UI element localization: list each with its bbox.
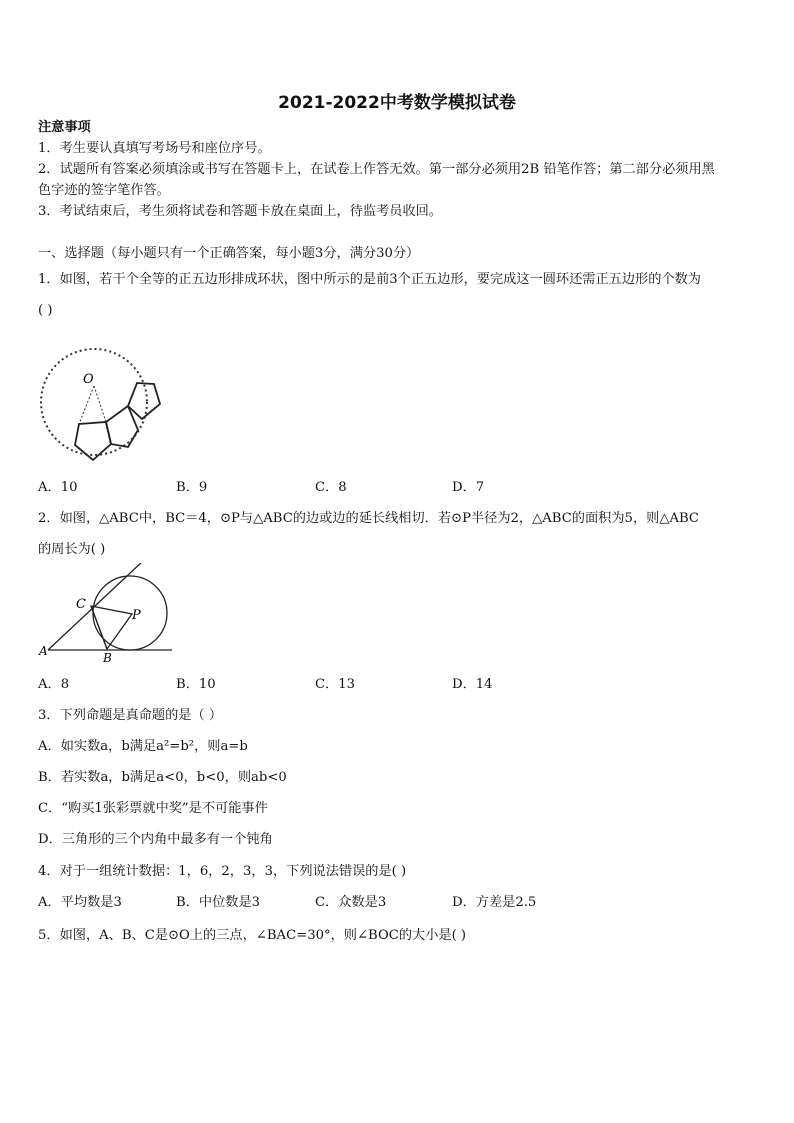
notice-item: 色字迹的签字笔作答。 — [38, 183, 170, 198]
notice-item: 3．考试结束后，考生须将试卷和答题卡放在桌面上，待监考员收回。 — [38, 204, 443, 219]
question-1-option-a: A．10 — [38, 480, 78, 495]
question-2-stem-cont: 的周长为( ) — [38, 542, 106, 557]
question-3-option-a: A．如实数a，b满足a²=b²，则a=b — [38, 739, 248, 754]
question-1-option-b: B．9 — [176, 480, 208, 495]
question-4-option-d: D．方差是2.5 — [452, 895, 537, 910]
question-2-option-d: D．14 — [452, 677, 493, 692]
question-3-option-c: C．“购买1张彩票就中奖”是不可能事件 — [38, 801, 268, 816]
notice-item: 2．试题所有答案必须填涂或书写在答题卡上，在试卷上作答无效。第一部分必须用2B 铅笔作答；第二部分必须用黑 — [38, 162, 715, 177]
circle-triangle-figure — [36, 563, 176, 667]
figure-label-b: B — [103, 651, 112, 665]
question-4-stem: 4．对于一组统计数据：1，6，2，3，3，下列说法错误的是( ) — [38, 864, 407, 879]
question-2-stem: 2．如图，△ABC中，BC＝4，⊙P与△ABC的边或边的延长线相切．若⊙P半径为2，△ABC的面积为5，则△ABC — [38, 511, 700, 526]
page-title: 2021-2022中考数学模拟试卷 — [278, 93, 516, 113]
section-heading: 一、选择题（每小题只有一个正确答案，每小题3分，满分30分） — [38, 246, 420, 261]
question-2-option-b: B．10 — [176, 677, 216, 692]
question-1-option-c: C．8 — [315, 480, 347, 495]
figure-label-p: P — [132, 608, 141, 623]
question-1-option-d: D．7 — [452, 480, 485, 495]
question-3-stem: 3．下列命题是真命题的是（ ） — [38, 708, 223, 723]
notice-heading: 注意事项 — [38, 120, 91, 135]
question-1-stem: 1．如图，若干个全等的正五边形排成环状，图中所示的是前3个正五边形，要完成这一圆环还需正五边形的个数为 — [38, 272, 701, 287]
question-4-option-b: B．中位数是3 — [176, 895, 261, 910]
question-5-stem: 5．如图，A、B、C是⊙O上的三点，∠BAC=30°，则∠BOC的大小是( ) — [38, 928, 467, 943]
question-3-option-d: D．三角形的三个内角中最多有一个钝角 — [38, 832, 273, 847]
figure-label-o: O — [83, 372, 94, 387]
question-2-option-a: A．8 — [38, 677, 70, 692]
pentagon-ring-figure — [36, 334, 166, 464]
question-2-option-c: C．13 — [315, 677, 356, 692]
figure-label-a: A — [39, 644, 48, 658]
question-4-option-a: A．平均数是3 — [38, 895, 122, 910]
question-4-option-c: C．众数是3 — [315, 895, 387, 910]
question-1-stem-bracket: ( ) — [38, 303, 53, 318]
notice-item: 1．考生要认真填写考场号和座位序号。 — [38, 141, 271, 156]
question-3-option-b: B．若实数a，b满足a<0，b<0，则ab<0 — [38, 770, 287, 785]
figure-label-c: C — [76, 597, 86, 612]
